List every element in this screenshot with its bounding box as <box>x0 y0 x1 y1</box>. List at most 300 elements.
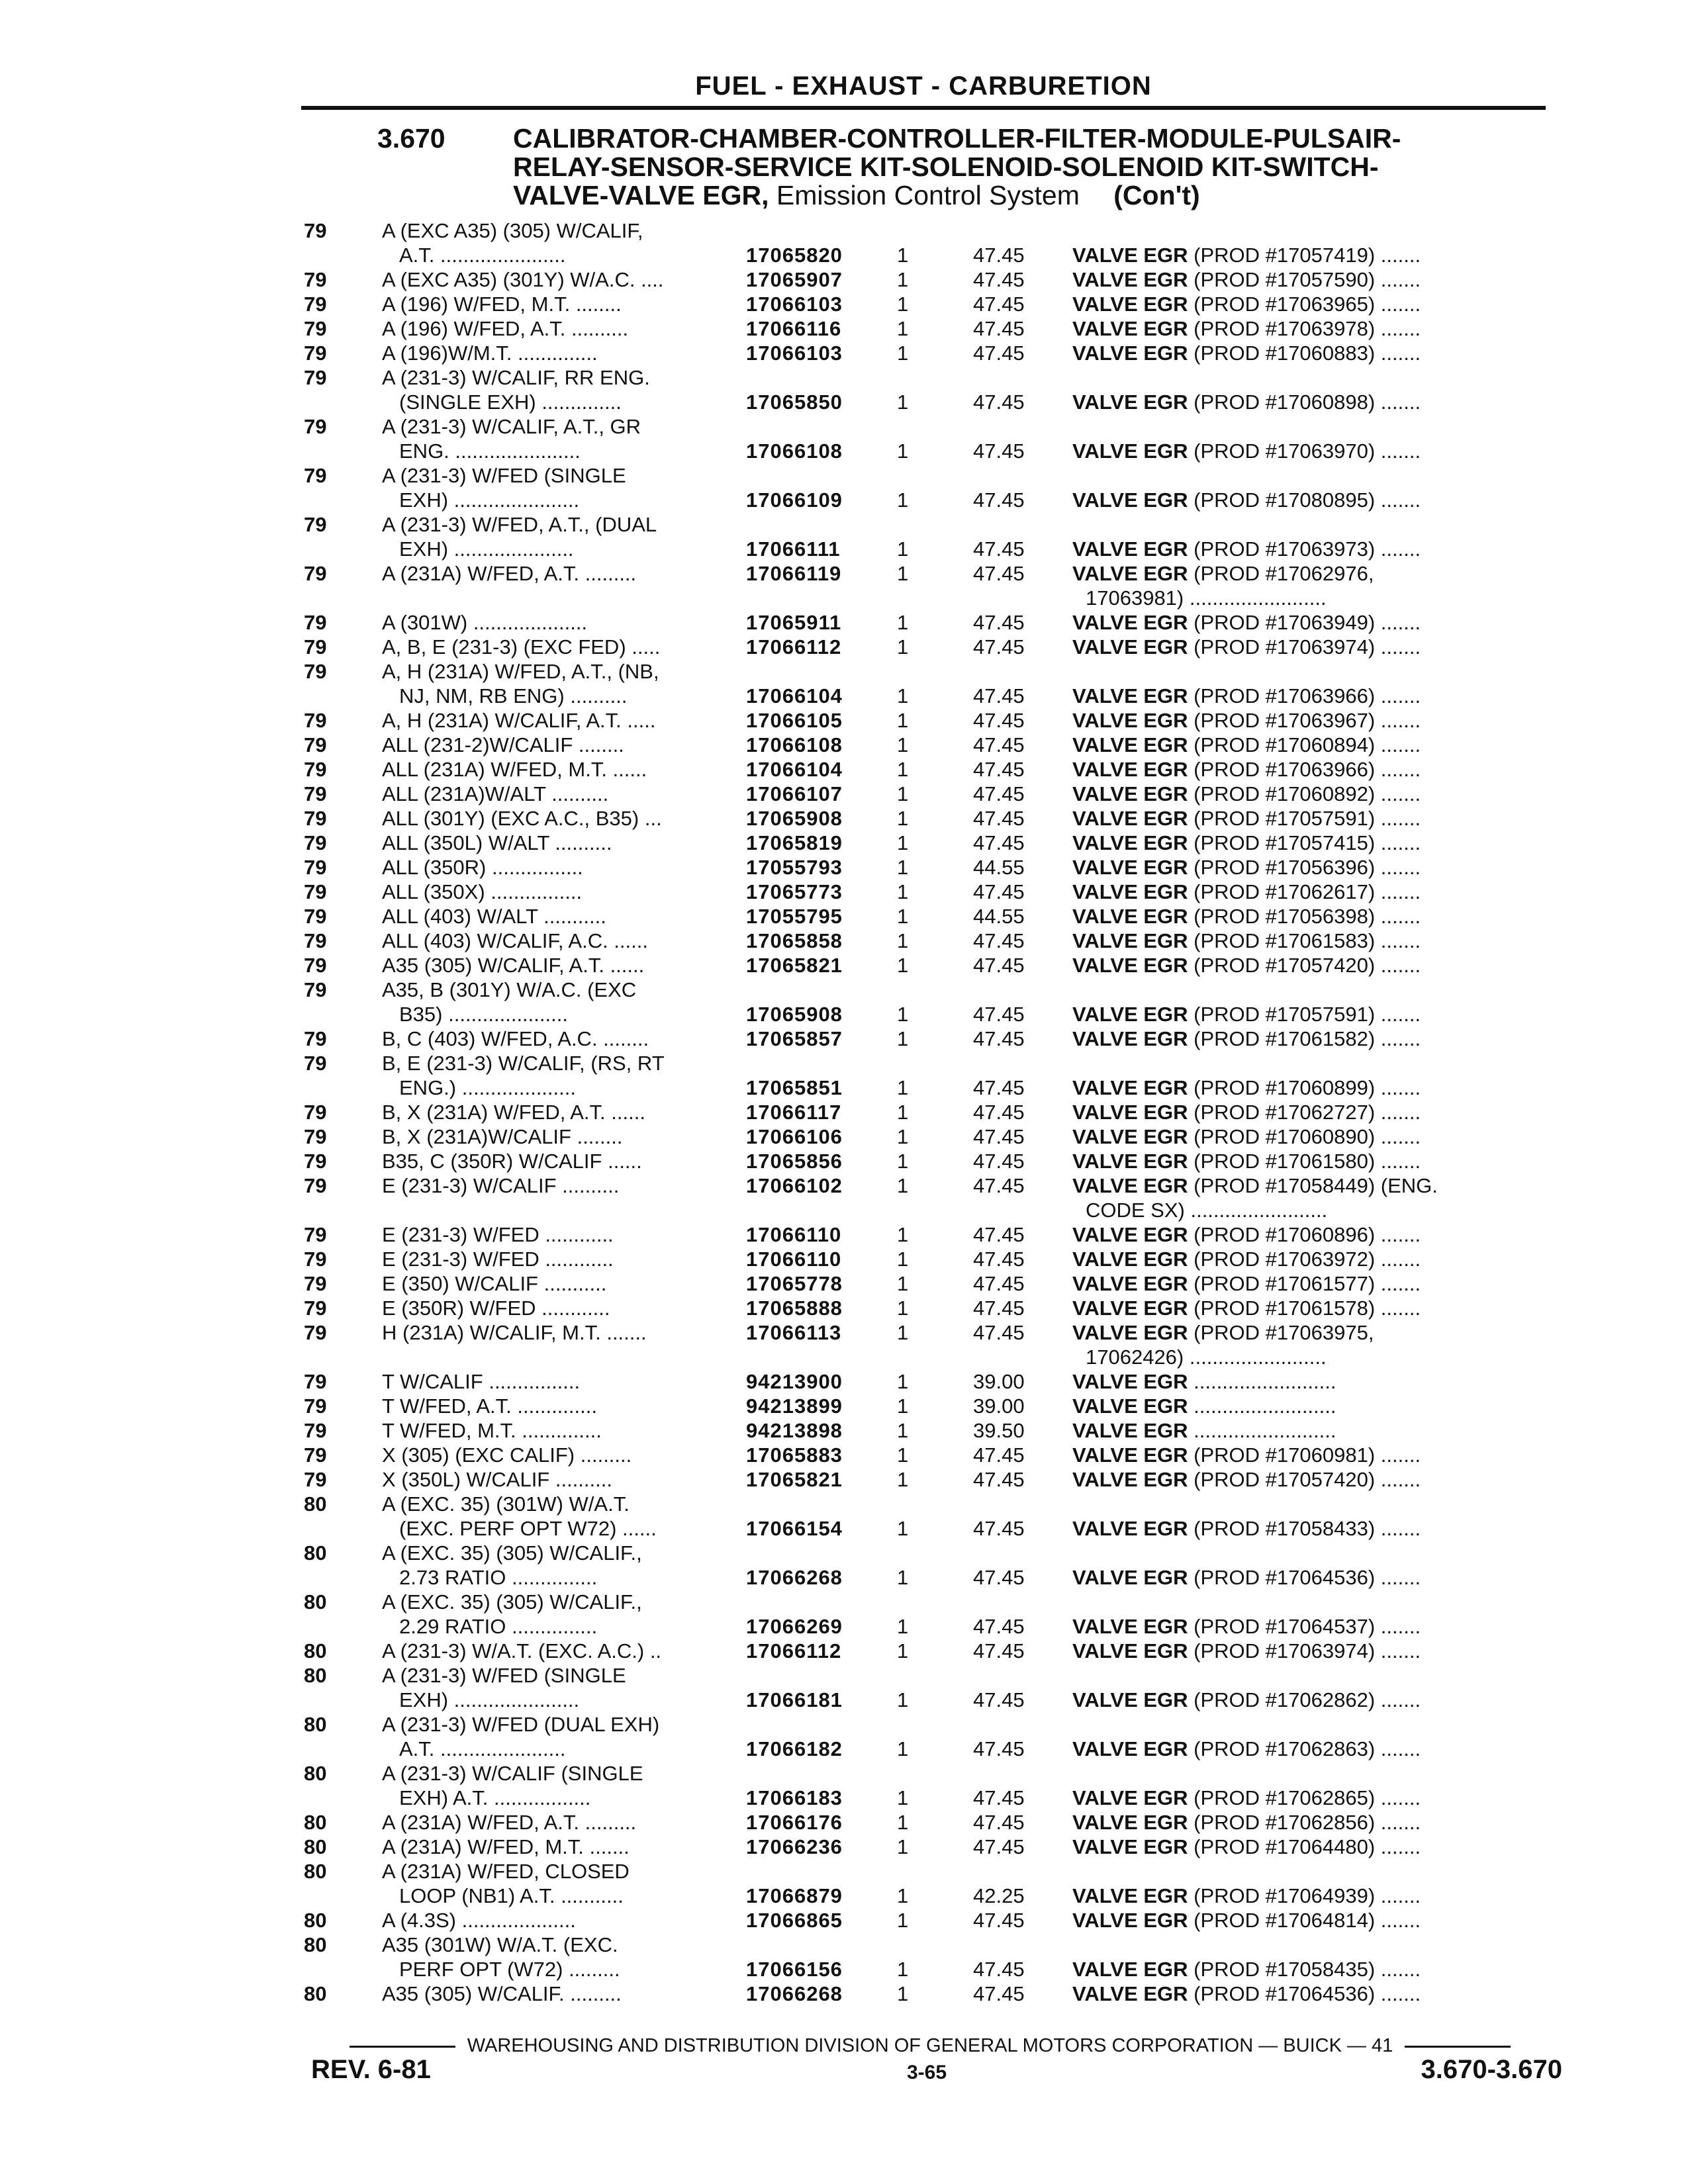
application-description: X (305) (EXC CALIF) ......... <box>382 1443 632 1467</box>
price: 47.45 <box>973 880 1025 903</box>
quantity: 1 <box>897 1517 909 1540</box>
table-row <box>301 292 1546 316</box>
part-number: 17065851 <box>746 1076 843 1099</box>
price: 47.45 <box>973 807 1025 830</box>
item-description <box>1072 1026 1549 1051</box>
part-number: 17066106 <box>746 1125 843 1148</box>
table-row <box>301 1908 1546 1933</box>
table-row <box>301 1026 1546 1051</box>
item-description <box>1072 1688 1549 1712</box>
application-description: T W/FED, M.T. .............. <box>382 1419 602 1442</box>
quantity: 1 <box>897 1223 909 1246</box>
price: 39.50 <box>973 1419 1025 1442</box>
table-row <box>301 953 1546 978</box>
application-description: NJ, NM, RB ENG) .......... <box>399 684 628 707</box>
price: 47.45 <box>973 1468 1025 1491</box>
section-title <box>513 124 1546 210</box>
quantity: 1 <box>897 488 909 512</box>
quantity: 1 <box>897 1027 909 1050</box>
application-description: H (231A) W/CALIF, M.T. ....... <box>382 1321 647 1344</box>
item-detail: (PROD #17058433) ....... <box>1194 1517 1421 1540</box>
model-year: 79 <box>304 464 327 487</box>
item-name: VALVE EGR <box>1072 1443 1188 1467</box>
model-year: 79 <box>304 831 327 854</box>
application-description: A (231-3) W/CALIF, RR ENG. <box>382 366 650 389</box>
item-name: VALVE EGR <box>1072 1688 1188 1711</box>
quantity: 1 <box>897 1786 909 1809</box>
quantity: 1 <box>897 439 909 463</box>
item-description <box>1072 1247 1549 1271</box>
table-row <box>301 929 1546 953</box>
quantity: 1 <box>897 733 909 756</box>
price: 47.45 <box>973 1517 1025 1540</box>
model-year: 79 <box>304 611 327 634</box>
item-description <box>1072 1884 1549 1908</box>
application-description: A (231A) W/FED, CLOSED <box>382 1860 630 1883</box>
item-description <box>1072 1614 1549 1639</box>
application-description: A, H (231A) W/CALIF, A.T. ..... <box>382 709 656 732</box>
price: 47.45 <box>973 758 1025 781</box>
item-detail: (PROD #17060981) ....... <box>1194 1443 1421 1467</box>
application-description: ALL (231-2)W/CALIF ........ <box>382 733 624 756</box>
item-detail: (PROD #17062862) ....... <box>1194 1688 1421 1711</box>
application-description: E (350) W/CALIF ........... <box>382 1272 607 1295</box>
table-row <box>301 1075 1546 1100</box>
item-detail: (PROD #17063974) ....... <box>1194 635 1421 659</box>
application-description: ENG. ...................... <box>399 439 581 463</box>
application-description: A (EXC A35) (301Y) W/A.C. .... <box>382 268 664 291</box>
table-row <box>301 488 1546 512</box>
table-row <box>301 1222 1546 1247</box>
item-name: VALVE EGR <box>1072 635 1188 659</box>
model-year: 80 <box>304 1713 327 1736</box>
table-row <box>301 341 1546 365</box>
model-year: 80 <box>304 1639 327 1662</box>
price: 47.45 <box>973 1174 1025 1197</box>
model-year: 80 <box>304 1492 327 1516</box>
application-description: A.T. ...................... <box>399 1737 566 1760</box>
model-year: 79 <box>304 219 327 242</box>
item-description <box>1072 390 1549 414</box>
price: 47.45 <box>973 1248 1025 1271</box>
part-number: 94213900 <box>746 1370 843 1393</box>
price: 47.45 <box>973 1272 1025 1295</box>
model-year: 79 <box>304 1468 327 1491</box>
item-name: VALVE EGR <box>1072 1394 1188 1418</box>
item-detail: (PROD #17063974) ....... <box>1194 1639 1421 1662</box>
price: 47.45 <box>973 488 1025 512</box>
item-description <box>1072 684 1549 708</box>
item-name: VALVE EGR <box>1072 684 1188 707</box>
quantity: 1 <box>897 709 909 732</box>
application-description: A (231A) W/FED, A.T. ......... <box>382 562 637 585</box>
part-number: 17065888 <box>746 1297 843 1320</box>
model-year: 79 <box>304 293 327 316</box>
application-description: A (231-3) W/FED (DUAL EXH) <box>382 1713 660 1736</box>
application-description: A35 (305) W/CALIF. ......... <box>382 1982 622 2005</box>
item-description <box>1072 1173 1549 1198</box>
part-number: 17065908 <box>746 807 843 830</box>
application-description: A (4.3S) .................... <box>382 1909 576 1932</box>
item-name: VALVE EGR <box>1072 562 1188 585</box>
item-description <box>1072 708 1549 733</box>
application-description: B, X (231A) W/FED, A.T. ...... <box>382 1101 645 1124</box>
application-description: A (231-3) W/FED, A.T., (DUAL <box>382 513 657 536</box>
item-detail: (PROD #17060890) ....... <box>1194 1125 1421 1148</box>
model-year: 79 <box>304 1125 327 1148</box>
item-detail: (PROD #17062865) ....... <box>1194 1786 1421 1809</box>
item-description <box>1072 1565 1549 1590</box>
item-name: VALVE EGR <box>1072 1811 1188 1834</box>
item-name: VALVE EGR <box>1072 1786 1188 1809</box>
quantity: 1 <box>897 1468 909 1491</box>
table-row <box>301 659 1546 684</box>
application-description: A (EXC. 35) (305) W/CALIF., <box>382 1541 642 1565</box>
application-description: ALL (231A) W/FED, M.T. ...... <box>382 758 647 781</box>
quantity: 1 <box>897 1272 909 1295</box>
item-detail: (PROD #17064939) ....... <box>1194 1884 1421 1907</box>
quantity: 1 <box>897 1248 909 1271</box>
item-description <box>1072 1737 1549 1761</box>
item-name: VALVE EGR <box>1072 1737 1188 1760</box>
item-detail: (PROD #17063967) ....... <box>1194 709 1421 732</box>
item-detail: (PROD #17064814) ....... <box>1194 1909 1421 1932</box>
item-name: VALVE EGR <box>1072 1150 1188 1173</box>
table-row <box>301 1516 1546 1541</box>
quantity: 1 <box>897 1394 909 1418</box>
item-name: VALVE EGR <box>1072 268 1188 291</box>
part-number: 17065820 <box>746 244 843 267</box>
item-name: VALVE EGR <box>1072 341 1188 365</box>
item-name: VALVE EGR <box>1072 293 1188 316</box>
part-number: 17065821 <box>746 1468 843 1491</box>
item-detail: (PROD #17064536) ....... <box>1194 1566 1421 1589</box>
quantity: 1 <box>897 1101 909 1124</box>
item-detail: (PROD #17060892) ....... <box>1194 782 1421 805</box>
item-description <box>1072 1222 1549 1247</box>
table-row <box>301 904 1546 929</box>
footer-division-text: WAREHOUSING AND DISTRIBUTION DIVISION OF GENERAL MOTORS CORPORATION — BUICK — 41 <box>467 2035 1393 2056</box>
model-year: 79 <box>304 1272 327 1295</box>
model-year: 79 <box>304 782 327 805</box>
part-number: 17066865 <box>746 1909 843 1932</box>
price: 47.45 <box>973 1688 1025 1711</box>
price: 47.45 <box>973 317 1025 340</box>
item-name: VALVE EGR <box>1072 317 1188 340</box>
part-number: 17066182 <box>746 1737 843 1760</box>
price: 47.45 <box>973 1150 1025 1173</box>
price: 44.55 <box>973 905 1025 928</box>
item-description <box>1072 1394 1549 1418</box>
item-description <box>1072 880 1549 904</box>
table-row <box>301 782 1546 806</box>
quantity: 1 <box>897 807 909 830</box>
table-row <box>301 1198 1546 1222</box>
quantity: 1 <box>897 1615 909 1638</box>
model-year: 80 <box>304 1835 327 1858</box>
item-name: VALVE EGR <box>1072 1223 1188 1246</box>
part-number: 17066107 <box>746 782 843 805</box>
item-description <box>1072 1149 1549 1173</box>
model-year: 79 <box>304 1101 327 1124</box>
application-description: PERF OPT (W72) ......... <box>399 1958 620 1981</box>
quantity: 1 <box>897 1566 909 1589</box>
price: 47.45 <box>973 1101 1025 1124</box>
quantity: 1 <box>897 1982 909 2005</box>
item-detail: (PROD #17063966) ....... <box>1194 758 1421 781</box>
item-name: VALVE EGR <box>1072 1297 1188 1320</box>
item-name: VALVE EGR <box>1072 856 1188 879</box>
model-year: 80 <box>304 1811 327 1834</box>
item-description <box>1072 1075 1549 1100</box>
part-number: 17066112 <box>746 1639 842 1662</box>
table-row <box>301 1761 1546 1786</box>
item-detail: (PROD #17057420) ....... <box>1194 1468 1421 1491</box>
table-row <box>301 1149 1546 1173</box>
table-row <box>301 586 1546 610</box>
part-number: 17066269 <box>746 1615 843 1638</box>
application-description: 2.73 RATIO ............... <box>399 1566 598 1589</box>
item-name: VALVE EGR <box>1072 488 1188 512</box>
item-description <box>1072 1443 1549 1467</box>
table-row <box>301 243 1546 267</box>
item-detail: (PROD #17058449) (ENG. <box>1194 1174 1438 1197</box>
footer-section-range: 3.670-3.670 <box>1421 2055 1562 2084</box>
model-year: 79 <box>304 366 327 389</box>
part-number: 17065819 <box>746 831 843 854</box>
model-year: 80 <box>304 1664 327 1687</box>
model-year: 79 <box>304 733 327 756</box>
quantity: 1 <box>897 684 909 707</box>
item-detail: (PROD #17063978) ....... <box>1194 317 1421 340</box>
quantity: 1 <box>897 268 909 291</box>
quantity: 1 <box>897 1688 909 1711</box>
quantity: 1 <box>897 317 909 340</box>
table-row <box>301 512 1546 537</box>
table-row <box>301 1981 1546 2006</box>
model-year: 79 <box>304 1223 327 1246</box>
item-description <box>1072 1418 1549 1443</box>
footer-rev: REV. 6-81 <box>311 2055 431 2084</box>
price: 47.45 <box>973 439 1025 463</box>
application-description: ALL (403) W/ALT ........... <box>382 905 606 928</box>
item-name: VALVE EGR <box>1072 954 1188 977</box>
application-description: A35 (305) W/CALIF, A.T. ...... <box>382 954 645 977</box>
application-description: ALL (350R) ................ <box>382 856 583 879</box>
footer-rule-right <box>1405 2046 1511 2048</box>
quantity: 1 <box>897 1125 909 1148</box>
item-description <box>1072 1124 1549 1149</box>
item-description <box>1072 439 1549 463</box>
table-row <box>301 218 1546 243</box>
quantity: 1 <box>897 1639 909 1662</box>
item-name: VALVE EGR <box>1072 1909 1188 1932</box>
section-title-line3a: VALVE-VALVE EGR, <box>513 180 769 210</box>
table-row <box>301 390 1546 414</box>
model-year: 79 <box>304 562 327 585</box>
table-row <box>301 880 1546 904</box>
part-number: 17066156 <box>746 1958 843 1981</box>
item-name: VALVE EGR <box>1072 1517 1188 1540</box>
item-name: VALVE EGR <box>1072 390 1188 414</box>
part-number: 17065907 <box>746 268 843 291</box>
quantity: 1 <box>897 954 909 977</box>
price: 47.45 <box>973 1321 1025 1344</box>
table-row <box>301 1737 1546 1761</box>
application-description: ALL (403) W/CALIF, A.C. ...... <box>382 929 648 952</box>
part-number: 94213899 <box>746 1394 843 1418</box>
price: 47.45 <box>973 611 1025 634</box>
application-description: A (EXC. 35) (301W) W/A.T. <box>382 1492 630 1516</box>
section-title-line3c: (Con't) <box>1113 180 1200 210</box>
application-description: B35) ..................... <box>399 1003 568 1026</box>
item-name: VALVE EGR <box>1072 1419 1188 1442</box>
application-description: T W/FED, A.T. .............. <box>382 1394 597 1418</box>
item-name: VALVE EGR <box>1072 1125 1188 1148</box>
item-name: VALVE EGR <box>1072 1615 1188 1638</box>
item-description <box>1072 1835 1549 1859</box>
part-number: 17066109 <box>746 488 843 512</box>
application-description: ALL (231A)W/ALT .......... <box>382 782 609 805</box>
price: 47.45 <box>973 268 1025 291</box>
model-year: 79 <box>304 905 327 928</box>
model-year: 79 <box>304 1150 327 1173</box>
model-year: 79 <box>304 978 327 1001</box>
table-row <box>301 1541 1546 1565</box>
item-detail: (PROD #17064536) ....... <box>1194 1982 1421 2005</box>
price: 47.45 <box>973 1443 1025 1467</box>
item-name: VALVE EGR <box>1072 1835 1188 1858</box>
item-name: VALVE EGR <box>1072 1248 1188 1271</box>
quantity: 1 <box>897 244 909 267</box>
price: 47.45 <box>973 831 1025 854</box>
table-row <box>301 806 1546 831</box>
application-description: LOOP (NB1) A.T. ........... <box>399 1884 624 1907</box>
application-description: 2.29 RATIO ............... <box>399 1615 598 1638</box>
part-number: 17066105 <box>746 709 843 732</box>
item-detail: (PROD #17061582) ....... <box>1194 1027 1421 1050</box>
table-row <box>301 1639 1546 1663</box>
table-row <box>301 1247 1546 1271</box>
item-detail: (PROD #17062617) ....... <box>1194 880 1421 903</box>
price: 44.55 <box>973 856 1025 879</box>
application-description: B, E (231-3) W/CALIF, (RS, RT <box>382 1052 665 1075</box>
table-row <box>301 1369 1546 1394</box>
model-year: 79 <box>304 1443 327 1467</box>
table-row <box>301 1051 1546 1075</box>
part-number: 17065908 <box>746 1003 843 1026</box>
item-description <box>1072 1639 1549 1663</box>
part-number: 17066103 <box>746 341 843 365</box>
application-description: A (231-3) W/FED (SINGLE <box>382 464 626 487</box>
model-year: 80 <box>304 1933 327 1956</box>
model-year: 80 <box>304 1541 327 1565</box>
quantity: 1 <box>897 611 909 634</box>
item-description <box>1086 1345 1562 1369</box>
item-detail: (PROD #17063949) ....... <box>1194 611 1421 634</box>
price: 47.45 <box>973 1639 1025 1662</box>
part-number: 17066108 <box>746 439 843 463</box>
part-number: 17066119 <box>746 562 842 585</box>
item-detail: (PROD #17060896) ....... <box>1194 1223 1421 1246</box>
item-detail: (PROD #17056396) ....... <box>1194 856 1421 879</box>
table-row <box>301 1418 1546 1443</box>
item-name: VALVE EGR <box>1072 782 1188 805</box>
item-detail: (PROD #17063966) ....... <box>1194 684 1421 707</box>
item-name: VALVE EGR <box>1072 905 1188 928</box>
price: 39.00 <box>973 1394 1025 1418</box>
table-row <box>301 1810 1546 1835</box>
item-name: VALVE EGR <box>1072 1639 1188 1662</box>
table-row <box>301 439 1546 463</box>
item-detail: (PROD #17058435) ....... <box>1194 1958 1421 1981</box>
item-detail: (PROD #17060898) ....... <box>1194 390 1421 414</box>
model-year: 79 <box>304 880 327 903</box>
table-row <box>301 1271 1546 1296</box>
part-number: 17066110 <box>746 1248 842 1271</box>
part-number: 17065857 <box>746 1027 843 1050</box>
item-description <box>1086 1198 1562 1222</box>
item-name: VALVE EGR <box>1072 1027 1188 1050</box>
item-description <box>1072 1467 1549 1492</box>
table-row <box>301 1394 1546 1418</box>
item-name: VALVE EGR <box>1072 244 1188 267</box>
item-name: VALVE EGR <box>1072 1101 1188 1124</box>
item-detail: (PROD #17063975, <box>1194 1321 1374 1344</box>
model-year: 79 <box>304 758 327 781</box>
application-description: B35, C (350R) W/CALIF ...... <box>382 1150 642 1173</box>
item-description <box>1072 929 1549 953</box>
item-detail: (PROD #17057591) ....... <box>1194 807 1421 830</box>
item-detail: (PROD #17057591) ....... <box>1194 1003 1421 1026</box>
footer-page-number: 3-65 <box>907 2062 947 2083</box>
application-description: (SINGLE EXH) .............. <box>399 390 622 414</box>
quantity: 1 <box>897 831 909 854</box>
item-name: VALVE EGR <box>1072 537 1188 561</box>
table-row <box>301 635 1546 659</box>
item-name: VALVE EGR <box>1072 733 1188 756</box>
application-description: A, B, E (231-3) (EXC FED) ..... <box>382 635 661 659</box>
item-detail: 17062426) ........................ <box>1086 1345 1327 1369</box>
item-name: VALVE EGR <box>1072 1003 1188 1026</box>
model-year: 79 <box>304 856 327 879</box>
quantity: 1 <box>897 1174 909 1197</box>
item-description <box>1072 1957 1549 1981</box>
price: 47.45 <box>973 293 1025 316</box>
table-row <box>301 365 1546 390</box>
footer-division <box>311 2035 1549 2057</box>
item-detail: (PROD #17060899) ....... <box>1194 1076 1421 1099</box>
item-detail: (PROD #17063965) ....... <box>1194 293 1421 316</box>
item-name: VALVE EGR <box>1072 1884 1188 1907</box>
item-name: VALVE EGR <box>1072 709 1188 732</box>
item-detail: (PROD #17061583) ....... <box>1194 929 1421 952</box>
application-description: ALL (350X) ................ <box>382 880 583 903</box>
item-detail: (PROD #17057590) ....... <box>1194 268 1421 291</box>
model-year: 79 <box>304 954 327 977</box>
item-description <box>1072 1908 1549 1933</box>
section-title-line2: RELAY-SENSOR-SERVICE KIT-SOLENOID-SOLENOID KIT-SWITCH- <box>513 152 1379 182</box>
part-number: 17066117 <box>746 1101 842 1124</box>
table-row <box>301 1663 1546 1688</box>
price: 47.45 <box>973 1076 1025 1099</box>
table-row <box>301 1884 1546 1908</box>
price: 47.45 <box>973 244 1025 267</box>
item-description <box>1072 1516 1549 1541</box>
model-year: 79 <box>304 317 327 340</box>
item-detail: CODE SX) ........................ <box>1086 1199 1328 1222</box>
table-row <box>301 610 1546 635</box>
